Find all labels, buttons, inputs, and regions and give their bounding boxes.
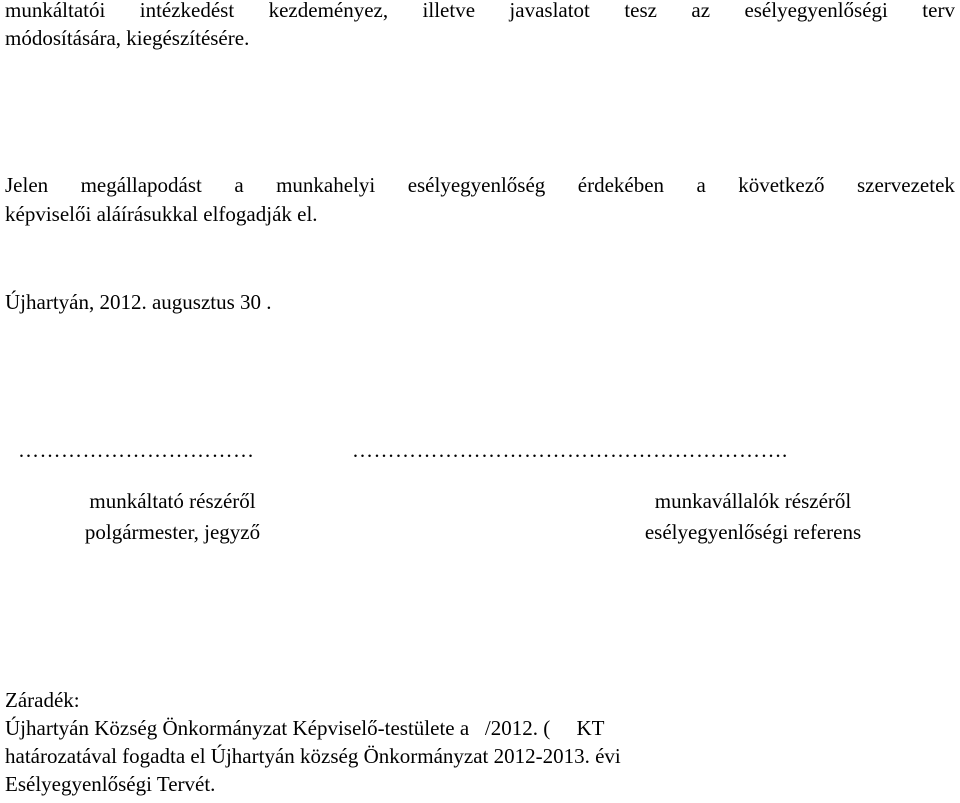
signature-left-role: munkáltató részéről: [89, 489, 256, 513]
signature-right-title: esélyegyenlőségi referens: [644, 520, 862, 544]
clause-line-1: Újhartyán Község Önkormányzat Képviselő-testülete a /2012. ( KT: [5, 716, 605, 740]
paragraph-2-line-1: [5, 175, 955, 196]
word: esélyegyenlőségi: [744, 0, 888, 22]
paragraph-1-line-1: [5, 0, 955, 21]
clause-heading: Záradék:: [5, 688, 80, 712]
word: javaslatot: [509, 0, 590, 22]
word: az: [691, 0, 711, 22]
word: esélyegyenlőség: [407, 173, 546, 197]
word: szervezetek: [856, 173, 955, 197]
signature-left-title: polgármester, jegyző: [84, 520, 261, 544]
word: következő: [738, 173, 825, 197]
paragraph-1-line-2: módosítására, kiegészítésére.: [5, 26, 250, 50]
word: megállapodást: [80, 173, 202, 197]
word: terv: [922, 0, 955, 22]
place-date: Újhartyán, 2012. augusztus 30 .: [5, 290, 272, 314]
signature-line-left: ……………………………: [18, 438, 255, 462]
word: a: [696, 173, 706, 197]
word: kezdeményez,: [268, 0, 389, 22]
signature-line-right: …………………………………………………….: [352, 438, 788, 462]
signature-right-role: munkavállalók részéről: [654, 489, 852, 513]
word: munkáltatói: [5, 0, 106, 22]
clause-line-2: határozatával fogadta el Újhartyán község Önkormányzat 2012-2013. évi: [5, 744, 621, 768]
clause-line-3: Esélyegyenlőségi Tervét.: [5, 772, 216, 796]
word: illetve: [422, 0, 476, 22]
word: munkahelyi: [276, 173, 376, 197]
word: érdekében: [577, 173, 665, 197]
word: Jelen: [5, 173, 49, 197]
paragraph-2-line-2: képviselői aláírásukkal elfogadják el.: [5, 202, 318, 226]
word: a: [234, 173, 244, 197]
word: tesz: [624, 0, 657, 22]
word: intézkedést: [139, 0, 235, 22]
